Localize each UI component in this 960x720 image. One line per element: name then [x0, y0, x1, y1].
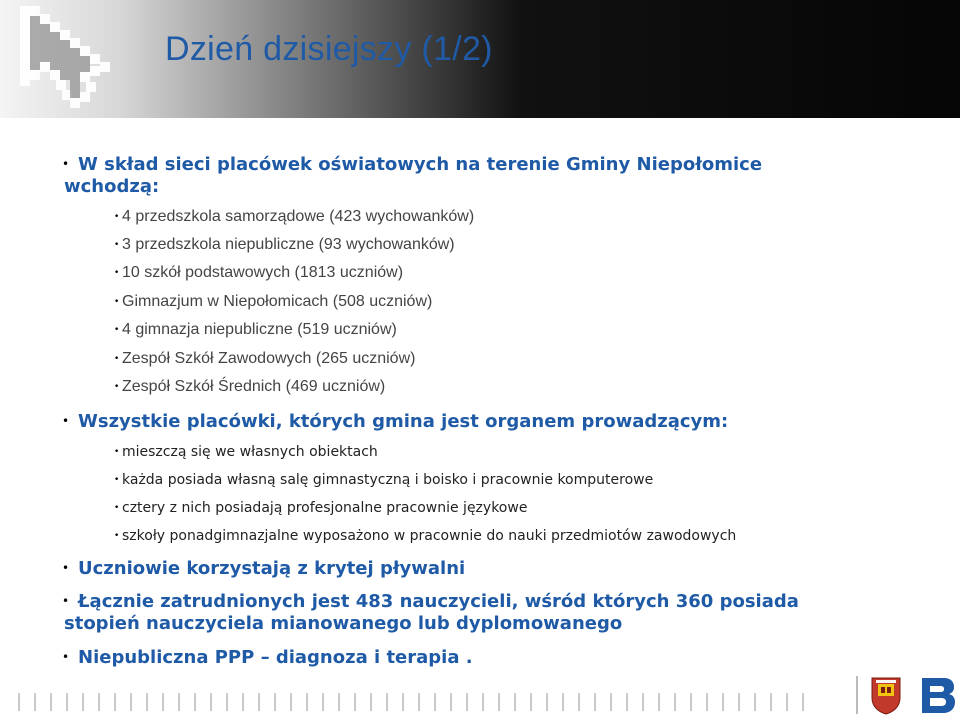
bullet-text: W skład sieci placówek oświatowych na terenie Gminy Niepołomice — [78, 154, 763, 175]
bullet-icon: • — [114, 297, 120, 307]
footer-tick — [642, 693, 644, 711]
footer-tick — [674, 693, 676, 711]
footer-tick — [162, 693, 164, 711]
footer-tick — [82, 693, 84, 711]
footer-tick — [770, 693, 772, 711]
footer-tick — [578, 693, 580, 711]
bullet-text: 3 przedszkola niepubliczne (93 wychowanków) — [122, 236, 455, 253]
footer-tick — [658, 693, 660, 711]
pixel-arrow-cursor-icon — [0, 0, 160, 118]
bullet-icon: • — [114, 475, 120, 485]
footer-tick — [306, 693, 308, 711]
bullet-icon: • — [114, 325, 120, 335]
footer-tick — [34, 693, 36, 711]
footer-tick — [498, 693, 500, 711]
footer-tick — [706, 693, 708, 711]
bullet-icon: • — [62, 594, 70, 608]
bullet-text: Gimnazjum w Niepołomicach (508 uczniów) — [122, 293, 433, 310]
footer-tick — [290, 693, 292, 711]
bullet-icon: • — [62, 157, 70, 171]
bullet-text-continuation: stopień nauczyciela mianowanego lub dyplomowanego — [64, 613, 623, 634]
bullet-icon: • — [114, 240, 120, 250]
footer-tick — [18, 693, 20, 711]
footer-tick — [274, 693, 276, 711]
footer-tick — [546, 693, 548, 711]
footer-tick — [354, 693, 356, 711]
footer-tick — [242, 693, 244, 711]
footer-tick — [434, 693, 436, 711]
bullet-text: Łącznie zatrudnionych jest 483 nauczycieli, wśród których 360 posiada — [78, 591, 799, 612]
footer-tick — [130, 693, 132, 711]
footer-tick — [450, 693, 452, 711]
footer-tick — [322, 693, 324, 711]
bullet-icon: • — [114, 354, 120, 364]
bullet-icon: • — [62, 414, 70, 428]
bullet-text: Zespół Szkół Zawodowych (265 uczniów) — [122, 350, 416, 367]
footer-tick — [210, 693, 212, 711]
footer-tick — [594, 693, 596, 711]
bullet-text: każda posiada własną salę gimnastyczną i boisko i pracownie komputerowe — [122, 472, 654, 488]
footer-tick — [466, 693, 468, 711]
bullet-icon: • — [114, 503, 120, 513]
footer-tick — [722, 693, 724, 711]
footer-tick — [98, 693, 100, 711]
bullet-text: szkoły ponadgimnazjalne wyposażono w pracownie do nauki przedmiotów zawodowych — [122, 528, 737, 544]
footer-tick — [610, 693, 612, 711]
footer-tick — [738, 693, 740, 711]
bullet-text: Wszystkie placówki, których gmina jest organem prowadzącym: — [78, 411, 729, 432]
footer-logos — [850, 670, 960, 716]
footer-tick — [370, 693, 372, 711]
bullet-text: cztery z nich posiadają profesjonalne pracownie językowe — [122, 500, 528, 516]
bullet-text: Niepubliczna PPP – diagnoza i terapia . — [78, 647, 473, 668]
bullet-icon: • — [114, 382, 120, 392]
slide-title: Dzień dzisiejszy (1/2) — [165, 30, 493, 68]
footer-tick — [258, 693, 260, 711]
footer-tick — [562, 693, 564, 711]
footer-tick — [418, 693, 420, 711]
bullet-icon: • — [114, 268, 120, 278]
bullet-icon: • — [114, 447, 120, 457]
bullet-icon: • — [114, 212, 120, 222]
footer-tick — [754, 693, 756, 711]
footer-tick — [530, 693, 532, 711]
bullet-icon: • — [62, 650, 70, 664]
footer-tick — [482, 693, 484, 711]
footer-tick — [146, 693, 148, 711]
brand-logo-icon — [916, 670, 956, 716]
footer-tick — [690, 693, 692, 711]
footer-tick — [226, 693, 228, 711]
footer-tick — [514, 693, 516, 711]
bullet-text: 4 gimnazja niepubliczne (519 uczniów) — [122, 321, 397, 338]
footer-tick — [114, 693, 116, 711]
footer-tick — [50, 693, 52, 711]
footer-tick — [802, 693, 804, 711]
footer-tick — [786, 693, 788, 711]
footer-tick — [178, 693, 180, 711]
bullet-text: Uczniowie korzystają z krytej pływalni — [78, 558, 466, 579]
bullet-text: Zespół Szkół Średnich (469 uczniów) — [122, 378, 386, 395]
footer-tick — [194, 693, 196, 711]
bullet-text-continuation: wchodzą: — [64, 176, 160, 197]
footer-tick — [338, 693, 340, 711]
footer-tick — [402, 693, 404, 711]
bullet-text: 10 szkół podstawowych (1813 uczniów) — [122, 264, 404, 281]
bullet-icon: • — [62, 561, 70, 575]
footer-tick — [66, 693, 68, 711]
bullet-icon: • — [114, 531, 120, 541]
footer-tick — [386, 693, 388, 711]
bullet-text: 4 przedszkola samorządowe (423 wychowanków) — [122, 208, 475, 225]
footer-tick — [626, 693, 628, 711]
bullet-text: mieszczą się we własnych obiektach — [122, 444, 378, 460]
